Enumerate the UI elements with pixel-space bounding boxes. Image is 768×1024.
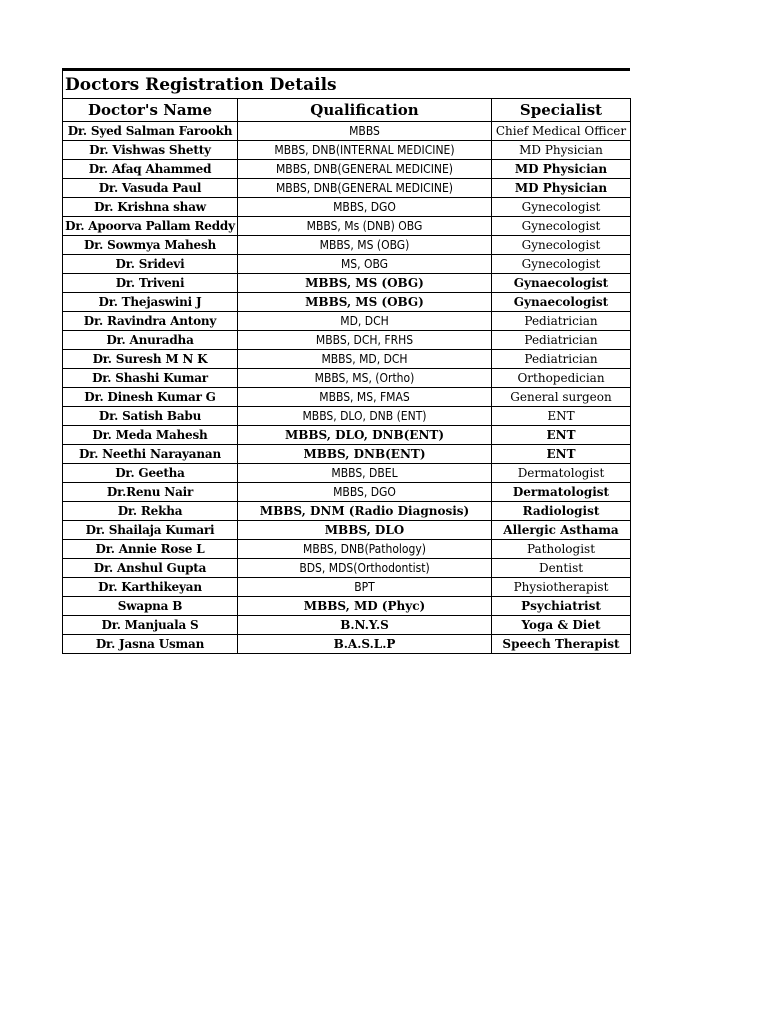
specialist-cell: Gynecologist [492,198,631,217]
table-row [63,483,631,502]
qualification-cell: MBBS, DNB(ENT) [238,445,492,464]
specialist-cell: Dermatologist [492,464,631,483]
title-row [62,68,630,98]
specialist-cell: Chief Medical Officer [492,122,631,141]
qualification-cell: MBBS, MS (OBG) [238,236,492,255]
doctors-table [62,98,631,654]
specialist-cell: Gynaecologist [492,274,631,293]
specialist-cell: Psychiatrist [492,597,631,616]
doctor-name-cell: Dr. Manjuala S [63,616,238,635]
qualification-cell: MBBS, Ms (DNB) OBG [238,217,492,236]
table-row [63,141,631,160]
specialist-cell: Orthopedician [492,369,631,388]
table-row [63,597,631,616]
qualification-cell: BPT [238,578,492,597]
specialist-cell: Yoga & Diet [492,616,631,635]
table-row [63,179,631,198]
qualification-cell: MBBS, DGO [238,198,492,217]
table-row [63,464,631,483]
qualification-cell: MBBS, DGO [238,483,492,502]
table-row [63,274,631,293]
qualification-cell: MBBS [238,122,492,141]
specialist-cell: Allergic Asthama [492,521,631,540]
doctor-name-cell: Dr. Rekha [63,502,238,521]
table-row [63,122,631,141]
table-row [63,521,631,540]
doctor-name-cell: Dr. Karthikeyan [63,578,238,597]
table-row [63,236,631,255]
qualification-cell: MBBS, DNB(Pathology) [238,540,492,559]
column-header-specialist: Specialist [492,99,631,122]
specialist-cell: Gynecologist [492,217,631,236]
doctor-name-cell: Dr. Ravindra Antony [63,312,238,331]
qualification-cell: MBBS, DNB(GENERAL MEDICINE) [238,179,492,198]
table-row [63,160,631,179]
doctor-name-cell: Dr. Anshul Gupta [63,559,238,578]
specialist-cell: MD Physician [492,179,631,198]
table-row [63,559,631,578]
doctor-name-cell: Dr. Jasna Usman [63,635,238,654]
specialist-cell: General surgeon [492,388,631,407]
doctor-name-cell: Dr. Vasuda Paul [63,179,238,198]
table-row [63,407,631,426]
table-row [63,255,631,274]
specialist-cell: MD Physician [492,141,631,160]
qualification-cell: MBBS, DNB(GENERAL MEDICINE) [238,160,492,179]
doctor-name-cell: Dr. Afaq Ahammed [63,160,238,179]
table-row [63,388,631,407]
table-row [63,445,631,464]
qualification-cell: MS, OBG [238,255,492,274]
table-row [63,350,631,369]
doctor-name-cell: Dr. Thejaswini J [63,293,238,312]
qualification-cell: MBBS, DLO, DNB (ENT) [238,407,492,426]
column-header-qualification: Qualification [238,99,492,122]
qualification-cell: MBBS, MS (OBG) [238,293,492,312]
specialist-cell: ENT [492,445,631,464]
doctor-name-cell: Dr. Annie Rose L [63,540,238,559]
doctor-name-cell: Dr. Suresh M N K [63,350,238,369]
qualification-cell: MBBS, MD, DCH [238,350,492,369]
doctor-name-cell: Dr. Triveni [63,274,238,293]
qualification-cell: B.A.S.L.P [238,635,492,654]
doctor-name-cell: Dr. Vishwas Shetty [63,141,238,160]
table-body [63,122,631,654]
qualification-cell: MD, DCH [238,312,492,331]
qualification-cell: MBBS, MS (OBG) [238,274,492,293]
doctor-name-cell: Dr. Neethi Narayanan [63,445,238,464]
doctor-name-cell: Dr. Apoorva Pallam Reddy [63,217,238,236]
qualification-cell: B.N.Y.S [238,616,492,635]
qualification-cell: MBBS, DNM (Radio Diagnosis) [238,502,492,521]
doctor-name-cell: Swapna B [63,597,238,616]
specialist-cell: Pathologist [492,540,631,559]
specialist-cell: Speech Therapist [492,635,631,654]
doctor-name-cell: Dr. Dinesh Kumar G [63,388,238,407]
specialist-cell: Dermatologist [492,483,631,502]
doctor-name-cell: Dr.Renu Nair [63,483,238,502]
specialist-cell: Pediatrician [492,331,631,350]
specialist-cell: Gynecologist [492,236,631,255]
doctor-name-cell: Dr. Syed Salman Farookh [63,122,238,141]
table-row [63,578,631,597]
qualification-cell: MBBS, DLO, DNB(ENT) [238,426,492,445]
specialist-cell: Physiotherapist [492,578,631,597]
table-row [63,293,631,312]
table-row [63,369,631,388]
doctor-name-cell: Dr. Sridevi [63,255,238,274]
table-row [63,426,631,445]
doctor-name-cell: Dr. Shashi Kumar [63,369,238,388]
table-row [63,502,631,521]
specialist-cell: Gynecologist [492,255,631,274]
doctor-name-cell: Dr. Shailaja Kumari [63,521,238,540]
table-row [63,540,631,559]
specialist-cell: ENT [492,407,631,426]
qualification-cell: MBBS, MD (Phyc) [238,597,492,616]
qualification-cell: MBBS, DBEL [238,464,492,483]
registration-sheet [62,68,630,654]
specialist-cell: Pediatrician [492,350,631,369]
qualification-cell: BDS, MDS(Orthodontist) [238,559,492,578]
qualification-cell: MBBS, DCH, FRHS [238,331,492,350]
doctor-name-cell: Dr. Sowmya Mahesh [63,236,238,255]
qualification-cell: MBBS, DLO [238,521,492,540]
doctor-name-cell: Dr. Anuradha [63,331,238,350]
table-row [63,616,631,635]
table-row [63,217,631,236]
table-row [63,198,631,217]
doctor-name-cell: Dr. Geetha [63,464,238,483]
column-header-name: Doctor's Name [63,99,238,122]
specialist-cell: ENT [492,426,631,445]
table-row [63,635,631,654]
doctor-name-cell: Dr. Satish Babu [63,407,238,426]
doctor-name-cell: Dr. Krishna shaw [63,198,238,217]
header-row [63,99,631,122]
doctor-name-cell: Dr. Meda Mahesh [63,426,238,445]
qualification-cell: MBBS, DNB(INTERNAL MEDICINE) [238,141,492,160]
sheet-title: Doctors Registration Details [65,74,337,95]
table-row [63,312,631,331]
table-row [63,331,631,350]
specialist-cell: Pediatrician [492,312,631,331]
specialist-cell: Gynaecologist [492,293,631,312]
specialist-cell: Radiologist [492,502,631,521]
specialist-cell: Dentist [492,559,631,578]
qualification-cell: MBBS, MS, FMAS [238,388,492,407]
qualification-cell: MBBS, MS, (Ortho) [238,369,492,388]
specialist-cell: MD Physician [492,160,631,179]
